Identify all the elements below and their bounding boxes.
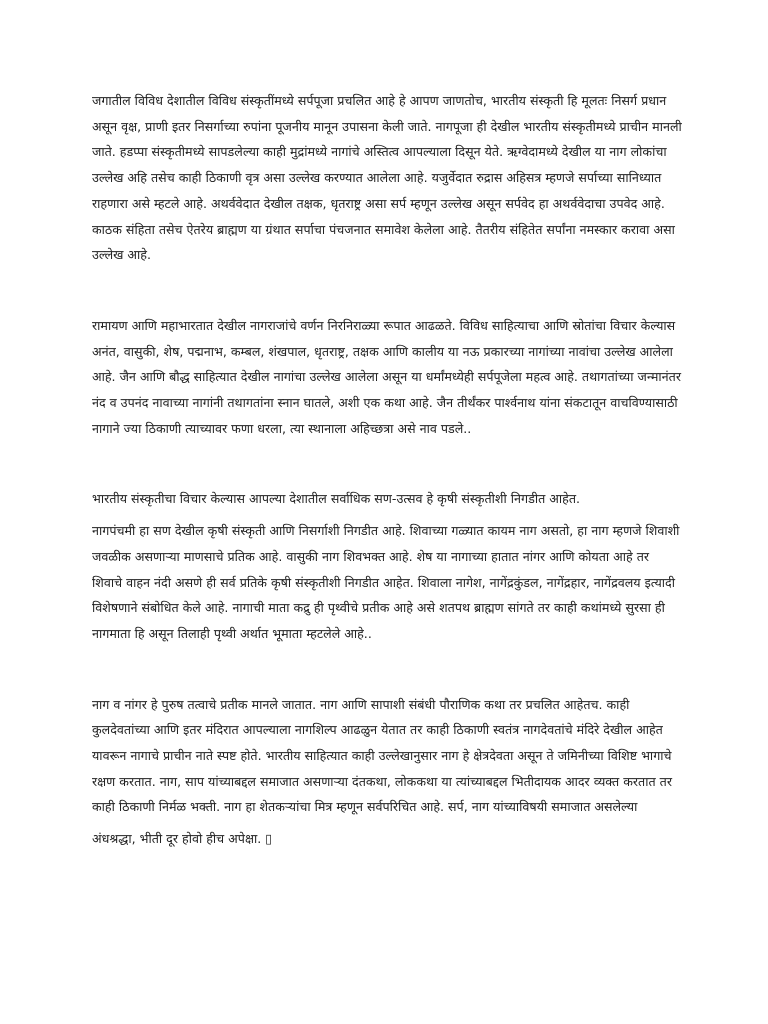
paragraph-epics-and-religions: रामायण आणि महाभारतात देखील नागराजांचे वर्णन निरनिराळ्या रूपात आढळते. विविध साहित्याचा आणि स्रोतांचा विचार केल्यास अनंत, वासुकी, शेष, पद्मनाभ, कम्बल, शंखपाल, धृतराष्ट्र, तक्षक आणि कालीय या नऊ प्रकारच्या नागांच्या नावांचा उल्लेख आलेला आहे. जैन आणि बौद्ध साहित्यात देखील नागांचा उल्लेख आलेला असून या धर्मांमध्येही सर्पपूजेला महत्व आहे. तथागतांच्या जन्मानंतर नंद व उपनंद नावाच्या नागांनी तथागतांना स्नान घातले, अशी एक कथा आहे. जैन तीर्थंकर पार्श्वनाथ यांना संकटातून वाचविण्यासाठी नागाने ज्या ठिकाणी त्याच्यावर फणा धरला, त्या स्थानाला अहिच्छत्रा असे नाव पडले.. [92,317,681,436]
paragraph-nagpanchami: नागपंचमी हा सण देखील कृषी संस्कृती आणि निसर्गाशी निगडीत आहे. शिवाच्या गळ्यात कायम नाग असतो, हा नाग म्हणजे शिवाशी जवळीक असणाऱ्या माणसाचे प्रतिक आहे. वासुकी नाग शिवभक्त आहे. शेष या नागाच्या हातात नांगर आणि कोयता आहे तर शिवाचे वाहन नंदी असणे ही सर्व प्रतिके कृषी संस्कृतीशी निगडीत आहेत. शिवाला नागेश, नागेंद्रकुंडल, नागेंद्रहार, नागेंद्रवलय इत्यादी विशेषणाने संबोधित केले आहे. नागाची माता कद्रु ही पृथ्वीचे प्रतीक आहे असे शतपथ ब्राह्मण सांगते तर काही कथांमध्ये सुरसा ही नागमाता हि असून तिलाही पृथ्वी अर्थात भूमाता म्हटलेले आहे.. [92,523,680,641]
document-body [92,88,682,852]
closing-line: अंधश्रद्धा, भीती दूर होवो हीच अपेक्षा. ▯ [92,831,273,847]
paragraph-naga-symbolism: नाग व नांगर हे पुरुष तत्वाचे प्रतीक मानले जातात. नाग आणि सापाशी संबंधी पौराणिक कथा तर प्रचलित आहेतच. काही कुलदेवतांच्या आणि इतर मंदिरात आपल्याला नागशिल्प आढळुन येतात तर काही ठिकाणी स्वतंत्र नागदेवतांचे मंदिरे देखील आहेत यावरून नागाचे प्राचीन नाते स्पष्ट होते. भारतीय साहित्यात काही उल्लेखानुसार नाग हे क्षेत्रदेवता असून ते जमिनीच्या विशिष्ट भागाचे रक्षण करतात. नाग, साप यांच्याबद्दल समाजात असणाऱ्या दंतकथा, लोककथा या त्यांच्याबद्दल भितीदायक आदर व्यक्त करतात तर काही ठिकाणी निर्मळ भक्ती. नाग हा शेतकऱ्यांचा मित्र म्हणून सर्वपरिचित आहे. सर्प, नाग यांच्याविषयी समाजात असलेल्या [92,696,673,815]
paragraph-serpent-worship-origins: जगातील विविध देशातील विविध संस्कृतींमध्ये सर्पपूजा प्रचलित आहे हे आपण जाणतोच, भारतीय संस्कृती हि मूलतः निसर्ग प्रधान असून वृक्ष, प्राणी इतर निसर्गाच्या रुपांना पूजनीय मानून उपासना केली जाते. नागपूजा ही देखील भारतीय संस्कृतीमध्ये प्राचीन मानली जाते. हडप्पा संस्कृतीमध्ये सापडलेल्या काही मुद्रांमध्ये नागांचे अस्तित्व आपल्याला दिसून येते. ऋग्वेदामध्ये देखील या नाग लोकांचा उल्लेख अहि तसेच काही ठिकाणी वृत्र असा उल्लेख करण्यात आलेला आहे. यजुर्वेदात रुद्रास अहिसत्र म्हणजे सर्पाच्या सानिध्यात राहणारा असे म्हटले आहे. अथर्ववेदात देखील तक्षक, धृतराष्ट्र असा सर्प म्हणून उल्लेख असून सर्पवेद हा अथर्ववेदाचा उपवेद आहे. काठक संहिता तसेच ऐतरेय ब्राह्मण या ग्रंथात सर्पाचा पंचजनात समावेश केलेला आहे. तैतरीय संहितेत सर्पांना नमस्कार करावा असा उल्लेख आहे. [92,93,682,263]
paragraph-agricultural-festivals: भारतीय संस्कृतीचा विचार केल्यास आपल्या देशातील सर्वाधिक सण-उत्सव हे कृषी संस्कृतीशी निगडीत आहेत. [92,491,580,507]
